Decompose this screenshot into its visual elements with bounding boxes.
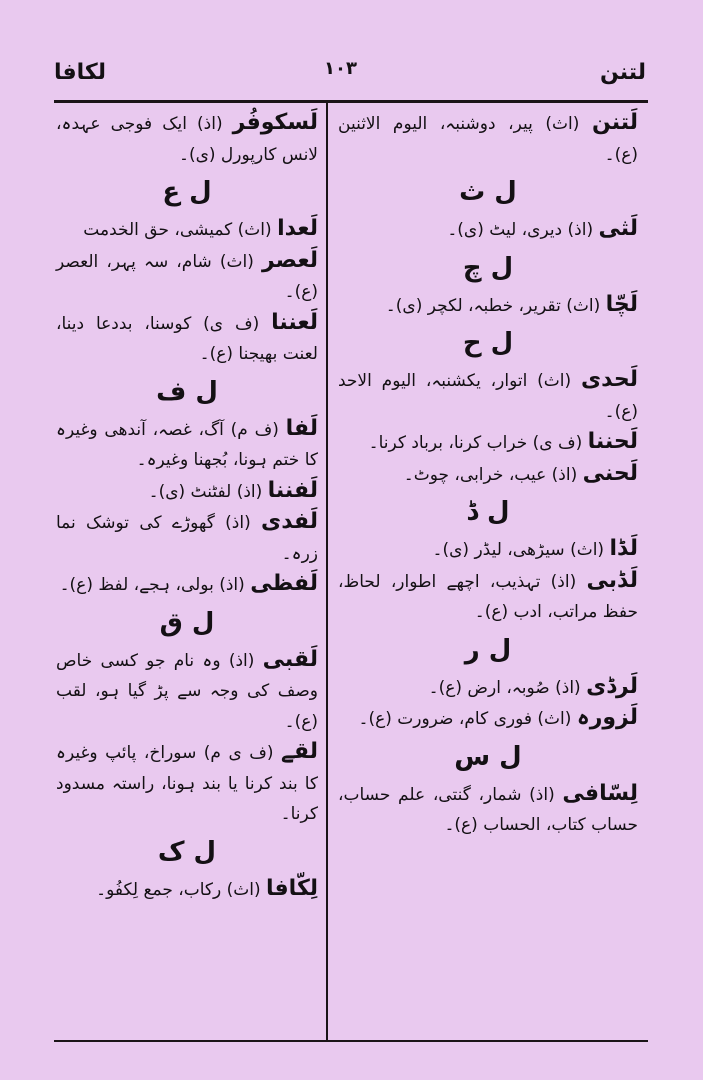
entry-definition: (اذ) شمار، گنتی، علم حساب، حساب کتاب، الحساب (ع)۔: [338, 784, 638, 835]
entry-definition: (اث) پیر، دوشنبہ، الیوم الاثنین (ع)۔: [338, 114, 638, 165]
entry-definition: (ف ی م) سوراخ، پائپ وغیرہ کا بند کرنا یا بند ہونا، راستہ مسدود کرنا۔: [56, 743, 318, 824]
entry-headword: لَچّا: [605, 291, 638, 317]
page-header: [54, 58, 648, 98]
column-divider: [326, 101, 328, 1041]
dictionary-entry: [56, 108, 318, 170]
dictionary-entry: [338, 672, 638, 704]
dictionary-entry: [338, 566, 638, 628]
section-heading: ل ح: [462, 328, 514, 358]
entry-definition: (اث) تقریر، خطبہ، لکچر (ی)۔: [385, 295, 606, 316]
section-heading: ل ث: [459, 177, 517, 207]
entry-definition: (اذ) وہ نام جو کسی خاص وصف کی وجہ سے پڑ گیا ہو، لقب (ع)۔: [56, 650, 318, 732]
entry-headword: لَعصر: [261, 247, 318, 273]
section-heading: ل ڈ: [466, 497, 510, 527]
entry-headword: لَفا: [285, 415, 318, 441]
entry-headword: لَڈبی: [586, 567, 638, 593]
section-heading: ل ق: [159, 607, 215, 638]
entry-definition: (اذ) تہذیب، اچھے اطوار، لحاظ، حفظ مراتب، ادب (ع)۔: [338, 571, 638, 622]
entry-headword: لَعننا: [271, 309, 318, 335]
section-heading: ل چ: [462, 252, 514, 283]
footer-rule: [54, 1040, 648, 1042]
dictionary-entry: [338, 427, 638, 459]
entry-definition: (اث) رکاب، جمع لِکفُو۔: [96, 879, 267, 900]
left-column: [56, 108, 318, 905]
entry-headword: لَسکوفُر: [232, 110, 318, 135]
entry-definition: (اذ) عیب، خرابی، چوٹ۔: [403, 464, 583, 485]
entry-definition: (اذ) بولی، ہجے، لفظ (ع)۔: [59, 575, 251, 595]
header-first-word: لتنن: [599, 60, 646, 85]
entry-headword: لقے: [281, 739, 318, 764]
right-column: [338, 108, 638, 841]
dictionary-entry: [56, 214, 318, 246]
dictionary-entry: [56, 507, 318, 569]
dictionary-entry: [56, 645, 318, 738]
section-heading: ل ع: [162, 177, 212, 207]
entry-definition: (اث) فوری کام، ضرورت (ع)۔: [358, 709, 577, 729]
entry-headword: لَفدی: [261, 509, 318, 534]
entry-definition: (اذ) دیری، لیٹ (ی)۔: [447, 220, 599, 240]
dictionary-entry: [338, 703, 638, 735]
entry-headword: لِسّافی: [562, 780, 638, 806]
entry-definition: (ف م) آگ، غصہ، آندھی وغیرہ کا ختم ہونا، بُجھنا وغیرہ۔: [56, 419, 318, 470]
dictionary-entry: [56, 246, 318, 308]
dictionary-entry: [338, 365, 638, 427]
dictionary-entry: [338, 534, 638, 566]
header-last-word: لکافا: [54, 60, 106, 85]
dictionary-entry: [338, 214, 638, 246]
dictionary-entry: [56, 414, 318, 476]
dictionary-entry: [56, 737, 318, 830]
entry-headword: لَتنن: [591, 110, 638, 135]
dictionary-entry: [338, 459, 638, 491]
entry-headword: لَعدا: [277, 216, 318, 241]
entry-headword: لَرڈی: [586, 673, 638, 699]
dictionary-entry: [56, 874, 318, 906]
entry-headword: لَحننا: [587, 429, 638, 454]
entry-definition: (اذ) صُوبہ، ارض (ع)۔: [428, 677, 587, 698]
entry-headword: لَفظی: [250, 571, 318, 596]
dictionary-entry: [56, 476, 318, 508]
dictionary-entry: [56, 308, 318, 370]
entry-headword: لَقبی: [262, 646, 318, 672]
entry-definition: (ف ی) کوسنا، بددعا دینا، لعنت بھیجنا (ع)۔: [56, 313, 318, 364]
entry-definition: (اث) اتوار، یکشنبہ، الیوم الاحد (ع)۔: [338, 371, 638, 422]
section-heading: ل س: [454, 741, 522, 772]
entry-headword: لَزورہ: [576, 705, 638, 730]
dictionary-entry: [338, 779, 638, 841]
section-heading: ل ک: [157, 836, 217, 867]
entry-definition: (اذ) ایک فوجی عہدہ، لانس کارپورل (ی)۔: [56, 114, 318, 165]
entry-definition: (اث) شام، سہ پہر، العصر (ع)۔: [56, 251, 318, 302]
entry-headword: لَثی: [598, 216, 638, 241]
entry-definition: (اث) کمیشی، حق الخدمت: [83, 220, 278, 240]
page-number: ۱۰۳: [324, 58, 357, 79]
entry-definition: (اث) سیڑھی، لیڈر (ی)۔: [432, 540, 610, 560]
entry-headword: لَفننا: [267, 477, 318, 503]
entry-definition: (اذ) لفٹنٹ (ی)۔: [148, 481, 268, 502]
dictionary-entry: [338, 290, 638, 322]
entry-headword: لَڈا: [609, 536, 638, 561]
dictionary-entry: [338, 108, 638, 170]
entry-definition: (ف ی) خراب کرنا، برباد کرنا۔: [368, 433, 588, 453]
entry-headword: لَحنی: [582, 460, 638, 486]
dictionary-entry: [56, 569, 318, 601]
section-heading: ل ر: [464, 634, 512, 665]
entry-headword: لِکّافا: [266, 875, 318, 901]
entry-headword: لَحدی: [581, 367, 638, 392]
header-rule: [54, 100, 648, 103]
section-heading: ل ف: [156, 376, 218, 407]
entry-definition: (اذ) گھوڑے کی توشک نما زرہ۔: [56, 513, 318, 564]
